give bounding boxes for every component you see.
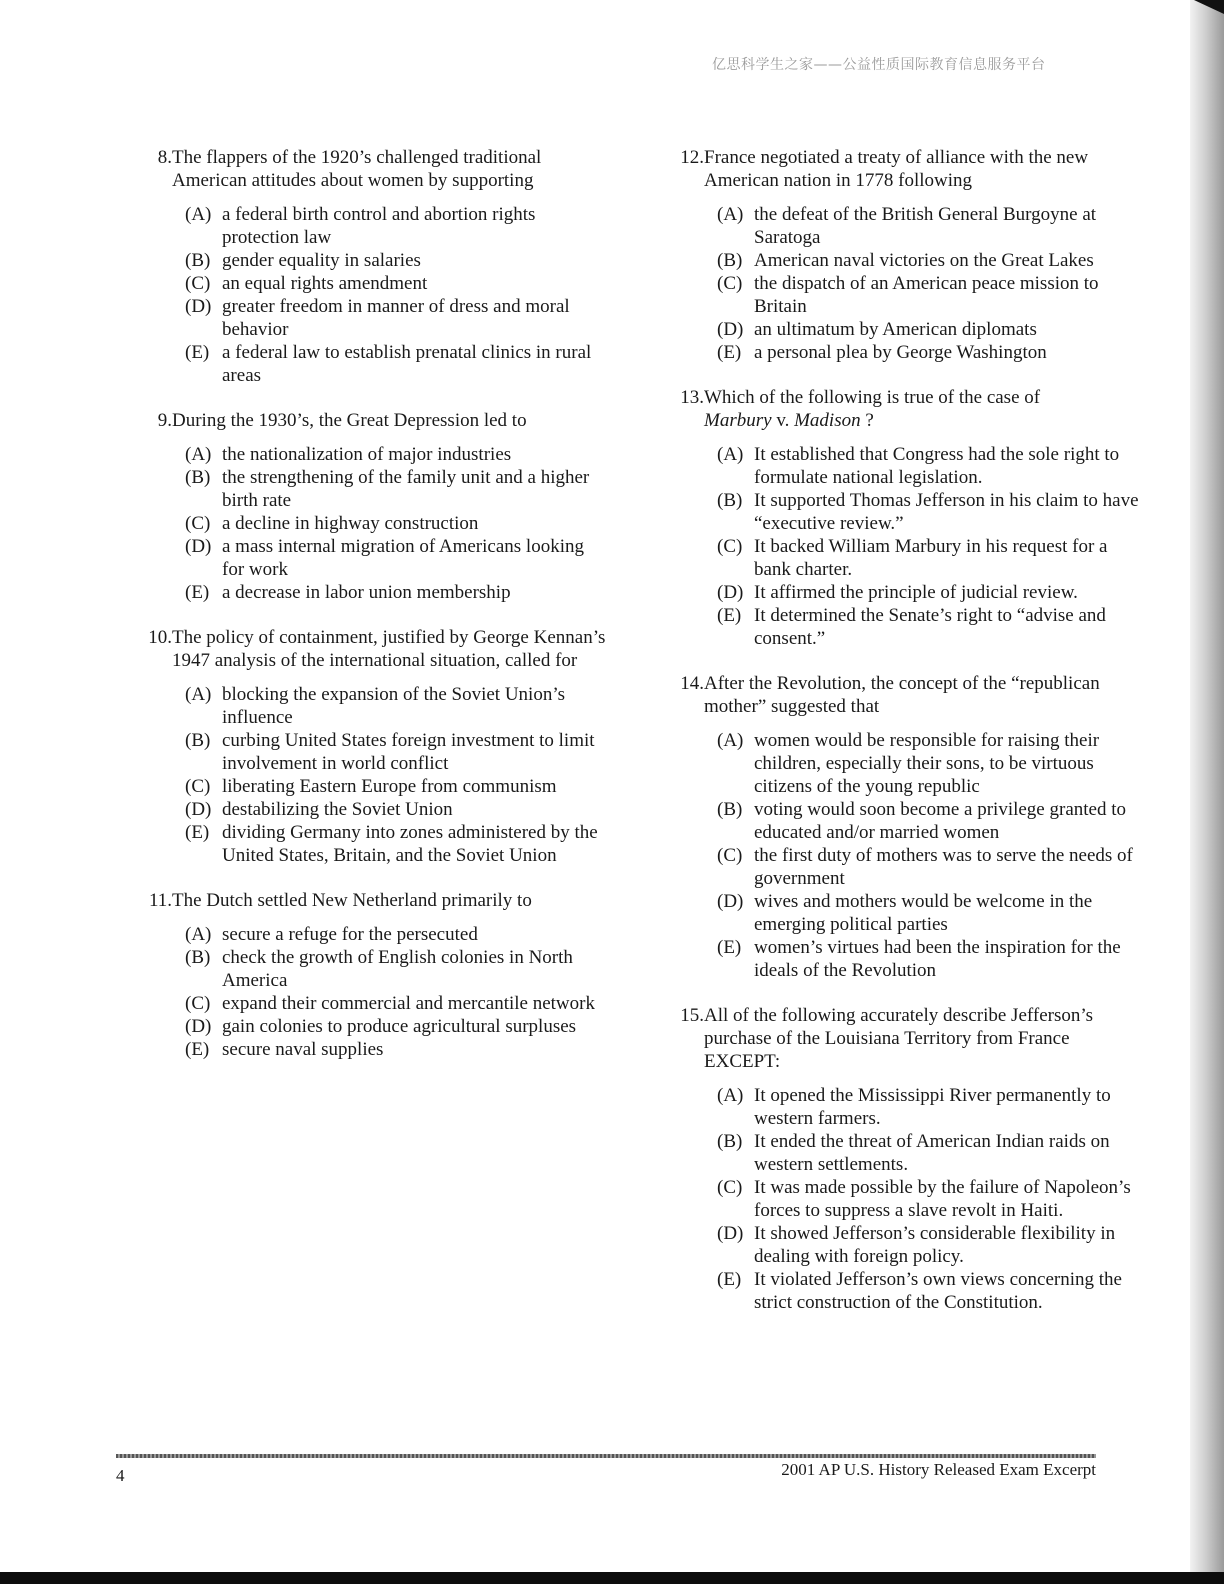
answer-choices [140, 203, 610, 387]
question-number: 9. [157, 410, 172, 431]
answer-choice-c[interactable] [705, 844, 1142, 890]
choice-text: women would be responsible for raising their children, especially their sons, to be virtuous citizens of the young republic [754, 730, 1100, 797]
choice-letter: (D) [717, 582, 744, 603]
choice-text: liberating Eastern Europe from communism [222, 776, 557, 797]
question-text: During the 1930’s, the Great Depression led to [172, 410, 527, 431]
choice-text: a mass internal migration of Americans looking for work [222, 536, 584, 580]
choice-letter: (B) [717, 490, 743, 511]
answer-choice-a[interactable] [705, 1084, 1142, 1130]
answer-choice-e[interactable] [173, 581, 610, 604]
question-stem [672, 1004, 1142, 1073]
answer-choice-b[interactable] [705, 249, 1142, 272]
question-text [704, 386, 1040, 432]
choice-text: It ended the threat of American Indian raids on western settlements. [754, 1131, 1110, 1175]
case-name-madison: Madison [794, 410, 861, 431]
choice-letter: (C) [717, 1177, 743, 1198]
question-number: 14. [680, 673, 704, 694]
choice-text: gain colonies to produce agricultural surpluses [222, 1016, 577, 1037]
choice-text: It established that Congress had the sole right to formulate national legislation. [754, 444, 1120, 488]
choice-letter: (C) [717, 536, 743, 557]
choice-letter: (A) [185, 444, 212, 465]
choice-text: It backed William Marbury in his request for a bank charter. [754, 536, 1108, 580]
answer-choices [672, 203, 1142, 364]
question-11 [140, 889, 610, 1061]
question-12 [672, 146, 1142, 364]
choice-letter: (B) [717, 799, 743, 820]
answer-choices [140, 443, 610, 604]
choice-text: a decline in highway construction [222, 513, 479, 534]
answer-choice-a[interactable] [173, 443, 610, 466]
question-stem [672, 386, 1142, 432]
question-9 [140, 409, 610, 604]
answer-choice-c[interactable] [705, 272, 1142, 318]
choice-letter: (D) [185, 1016, 212, 1037]
choice-letter: (E) [185, 1039, 210, 1060]
answer-choice-a[interactable] [173, 203, 610, 249]
choice-text: voting would soon become a privilege granted to educated and/or married women [754, 799, 1126, 843]
choice-letter: (D) [717, 319, 744, 340]
choice-letter: (D) [185, 536, 212, 557]
question-text: France negotiated a treaty of alliance with the new American nation in 1778 following [704, 147, 1089, 191]
question-text: The Dutch settled New Netherland primarily to [172, 890, 532, 911]
answer-choice-d[interactable] [173, 535, 610, 581]
answer-choice-a[interactable] [705, 203, 1142, 249]
choice-letter: (E) [185, 342, 210, 363]
answer-choice-e[interactable] [705, 341, 1142, 364]
watermark-text: 亿思科学生之家——公益性质国际教育信息服务平台 [712, 57, 1046, 73]
choice-letter: (E) [717, 605, 742, 626]
answer-choice-e[interactable] [705, 936, 1142, 982]
question-14 [672, 672, 1142, 982]
answer-choice-b[interactable] [705, 798, 1142, 844]
choice-letter: (B) [185, 467, 211, 488]
choice-letter: (D) [185, 296, 212, 317]
question-number: 8. [157, 147, 172, 168]
choice-letter: (A) [717, 1085, 744, 1106]
choice-text: It determined the Senate’s right to “advise and consent.” [754, 605, 1106, 649]
answer-choice-b[interactable] [705, 489, 1142, 535]
choice-text: a federal law to establish prenatal clinics in rural areas [222, 342, 592, 386]
answer-choice-c[interactable] [173, 272, 610, 295]
question-number: 12. [680, 147, 704, 168]
question-stem [672, 672, 1142, 718]
choice-letter: (C) [717, 845, 743, 866]
answer-choice-e[interactable] [705, 604, 1142, 650]
choice-letter: (A) [185, 924, 212, 945]
choice-letter: (D) [185, 799, 212, 820]
question-number: 15. [680, 1005, 704, 1026]
right-column [672, 146, 1142, 1336]
answer-choice-d[interactable] [705, 890, 1142, 936]
choice-text: It was made possible by the failure of Napoleon’s forces to suppress a slave revolt in Haiti. [754, 1177, 1131, 1221]
choice-letter: (C) [185, 776, 211, 797]
answer-choice-e[interactable] [173, 821, 610, 867]
choice-letter: (D) [717, 1223, 744, 1244]
choice-text: check the growth of English colonies in North America [222, 947, 573, 991]
answer-choice-b[interactable] [173, 466, 610, 512]
choice-letter: (E) [717, 342, 742, 363]
choice-text: an equal rights amendment [222, 273, 428, 294]
answer-choice-c[interactable] [173, 512, 610, 535]
question-text: All of the following accurately describe Jefferson’s purchase of the Louisiana Territory from France EXCEPT: [704, 1005, 1094, 1072]
choice-text: secure a refuge for the persecuted [222, 924, 478, 945]
choice-letter: (A) [717, 444, 744, 465]
choice-text: a decrease in labor union membership [222, 582, 511, 603]
footer-rule [116, 1454, 1096, 1458]
answer-choice-d[interactable] [705, 1222, 1142, 1268]
choice-letter: (B) [717, 250, 743, 271]
stem-versus: v. [771, 410, 795, 431]
answer-choice-d[interactable] [173, 295, 610, 341]
question-15 [672, 1004, 1142, 1314]
answer-choice-a[interactable] [705, 729, 1142, 798]
choice-text: dividing Germany into zones administered by the United States, Britain, and the Soviet Union [222, 822, 598, 866]
choice-text: American naval victories on the Great Lakes [754, 250, 1094, 271]
answer-choice-d[interactable] [173, 798, 610, 821]
choice-text: the nationalization of major industries [222, 444, 512, 465]
choice-text: gender equality in salaries [222, 250, 421, 271]
left-column [140, 146, 610, 1083]
choice-text: women’s virtues had been the inspiration for the ideals of the Revolution [754, 937, 1121, 981]
question-stem [140, 889, 610, 912]
answer-choice-e[interactable] [173, 341, 610, 387]
choice-text: curbing United States foreign investment to limit involvement in world conflict [222, 730, 595, 774]
answer-choices [140, 923, 610, 1061]
question-stem [140, 409, 610, 432]
stem-suffix: ? [860, 410, 874, 431]
footer-title: 2001 AP U.S. History Released Exam Excerpt [781, 1460, 1096, 1479]
choice-text: expand their commercial and mercantile network [222, 993, 595, 1014]
answer-choice-b[interactable] [173, 729, 610, 775]
page-edge-shadow [1190, 0, 1224, 1584]
choice-letter: (C) [185, 993, 211, 1014]
question-stem [140, 626, 610, 672]
answer-choice-d[interactable] [705, 581, 1142, 604]
answer-choice-c[interactable] [173, 992, 610, 1015]
choice-text: It affirmed the principle of judicial review. [754, 582, 1078, 603]
choice-text: wives and mothers would be welcome in the emerging political parties [754, 891, 1093, 935]
choice-letter: (E) [185, 582, 210, 603]
choice-text: a federal birth control and abortion rights protection law [222, 204, 536, 248]
choice-text: It showed Jefferson’s considerable flexibility in dealing with foreign policy. [754, 1223, 1116, 1267]
answer-choice-d[interactable] [173, 1015, 610, 1038]
choice-letter: (B) [185, 947, 211, 968]
answer-choices [672, 1084, 1142, 1314]
choice-letter: (B) [185, 730, 211, 751]
answer-choice-e[interactable] [173, 1038, 610, 1061]
case-name-marbury: Marbury [704, 410, 772, 431]
choice-text: a personal plea by George Washington [754, 342, 1047, 363]
choice-text: secure naval supplies [222, 1039, 384, 1060]
choice-text: destabilizing the Soviet Union [222, 799, 453, 820]
page-corner [1194, 0, 1224, 14]
answer-choice-c[interactable] [173, 775, 610, 798]
choice-letter: (C) [185, 273, 211, 294]
choice-text: the first duty of mothers was to serve the needs of government [754, 845, 1133, 889]
choice-letter: (A) [717, 730, 744, 751]
choice-text: the strengthening of the family unit and a higher birth rate [222, 467, 590, 511]
answer-choice-b[interactable] [173, 946, 610, 992]
answer-choice-a[interactable] [173, 923, 610, 946]
answer-choice-a[interactable] [705, 443, 1142, 489]
choice-text: greater freedom in manner of dress and moral behavior [222, 296, 570, 340]
choice-text: It opened the Mississippi River permanently to western farmers. [754, 1085, 1111, 1129]
choice-letter: (A) [717, 204, 744, 225]
choice-letter: (A) [185, 204, 212, 225]
question-number: 10. [148, 627, 172, 648]
choice-letter: (D) [717, 891, 744, 912]
question-10 [140, 626, 610, 867]
question-text: The policy of containment, justified by George Kennan’s 1947 analysis of the international situation, called for [172, 627, 606, 671]
question-text: The flappers of the 1920’s challenged traditional American attitudes about women by supporting [172, 147, 542, 191]
choice-letter: (E) [717, 937, 742, 958]
choice-text: blocking the expansion of the Soviet Union’s influence [222, 684, 566, 728]
stem-prefix: Which of the following is true of the case of [704, 387, 1041, 408]
question-stem [140, 146, 610, 192]
choice-letter: (A) [185, 684, 212, 705]
answer-choices [672, 443, 1142, 650]
choice-text: It supported Thomas Jefferson in his claim to have “executive review.” [754, 490, 1139, 534]
answer-choices [672, 729, 1142, 982]
question-8 [140, 146, 610, 387]
answer-choice-e[interactable] [705, 1268, 1142, 1314]
choice-text: It violated Jefferson’s own views concerning the strict construction of the Constitution. [754, 1269, 1122, 1313]
choice-letter: (B) [185, 250, 211, 271]
question-number: 11. [148, 890, 172, 911]
question-number: 13. [680, 387, 704, 408]
choice-text: the dispatch of an American peace mission to Britain [754, 273, 1099, 317]
answer-choices [140, 683, 610, 867]
answer-choice-b[interactable] [705, 1130, 1142, 1176]
choice-letter: (C) [717, 273, 743, 294]
answer-choice-a[interactable] [173, 683, 610, 729]
question-13 [672, 386, 1142, 650]
page-number: 4 [116, 1466, 125, 1485]
answer-choice-c[interactable] [705, 535, 1142, 581]
answer-choice-d[interactable] [705, 318, 1142, 341]
choice-letter: (E) [185, 822, 210, 843]
choice-letter: (C) [185, 513, 211, 534]
choice-letter: (B) [717, 1131, 743, 1152]
scan-bottom-edge [0, 1572, 1224, 1584]
answer-choice-c[interactable] [705, 1176, 1142, 1222]
choice-letter: (E) [717, 1269, 742, 1290]
question-stem [672, 146, 1142, 192]
question-text: After the Revolution, the concept of the “republican mother” suggested that [704, 673, 1100, 717]
answer-choice-b[interactable] [173, 249, 610, 272]
choice-text: the defeat of the British General Burgoyne at Saratoga [754, 204, 1097, 248]
choice-text: an ultimatum by American diplomats [754, 319, 1037, 340]
